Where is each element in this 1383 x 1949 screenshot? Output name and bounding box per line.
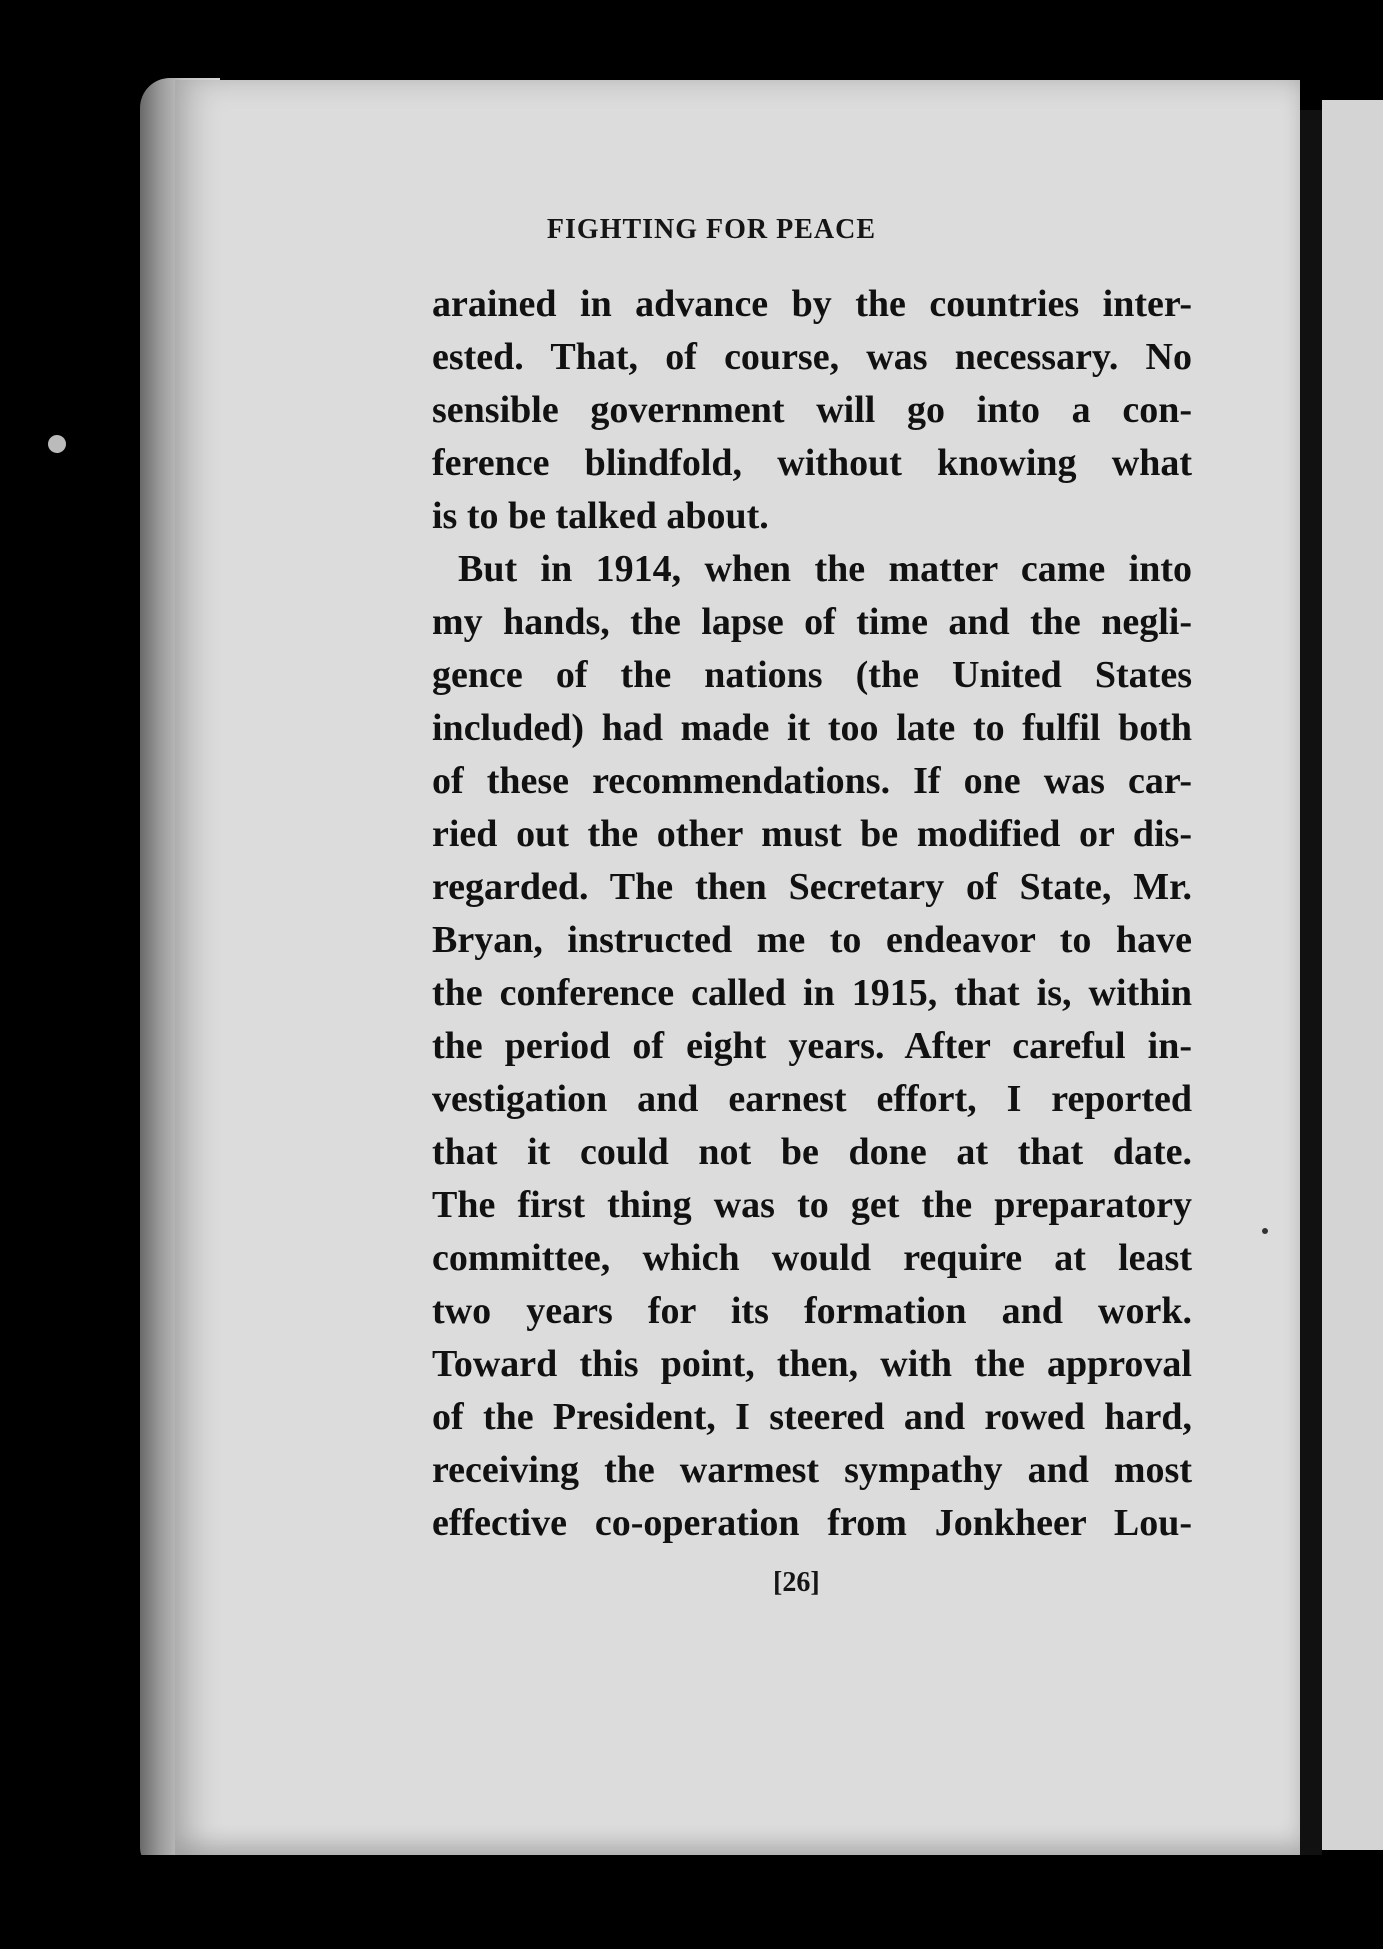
text-line: the period of eight years. After careful in- xyxy=(432,1025,1192,1067)
text-line: But in 1914, when the matter came into xyxy=(458,548,1192,590)
text-line: ested. That, of course, was necessary. No xyxy=(432,336,1192,378)
text-line: gence of the nations (the United States xyxy=(432,654,1192,696)
text-line: ference blindfold, without knowing what xyxy=(432,442,1192,484)
text-line: is to be talked about. xyxy=(432,495,769,537)
text-line: the conference called in 1915, that is, within xyxy=(432,972,1192,1014)
text-line: included) had made it too late to fulfil both xyxy=(432,707,1192,749)
text-line: vestigation and earnest effort, I reported xyxy=(432,1078,1192,1120)
text-line: effective co-operation from Jonkheer Lou- xyxy=(432,1502,1192,1544)
text-line: Toward this point, then, with the approval xyxy=(432,1343,1192,1385)
text-line: arained in advance by the countries inter- xyxy=(432,283,1192,325)
text-line: The first thing was to get the preparatory xyxy=(432,1184,1192,1226)
scan-speck xyxy=(45,432,70,457)
facing-page xyxy=(1322,100,1383,1850)
text-line: ried out the other must be modified or dis- xyxy=(432,813,1192,855)
facing-page-edge xyxy=(1300,110,1322,1885)
body-text xyxy=(432,278,1192,1550)
scan-speck xyxy=(1262,1228,1268,1234)
bottom-shadow xyxy=(140,1855,1380,1949)
text-line: two years for its formation and work. xyxy=(432,1290,1192,1332)
text-line: of these recommendations. If one was car- xyxy=(432,760,1192,802)
text-line: that it could not be done at that date. xyxy=(432,1131,1192,1173)
running-head: FIGHTING FOR PEACE xyxy=(546,214,877,245)
text-line: regarded. The then Secretary of State, Mr. xyxy=(432,866,1192,908)
page-number: [26] xyxy=(773,1567,820,1598)
text-line: of the President, I steered and rowed hard, xyxy=(432,1396,1192,1438)
text-line: committee, which would require at least xyxy=(432,1237,1192,1279)
text-line: my hands, the lapse of time and the negli- xyxy=(432,601,1192,643)
text-line: sensible government will go into a con- xyxy=(432,389,1192,431)
text-line: Bryan, instructed me to endeavor to have xyxy=(432,919,1192,961)
text-line: receiving the warmest sympathy and most xyxy=(432,1449,1192,1491)
